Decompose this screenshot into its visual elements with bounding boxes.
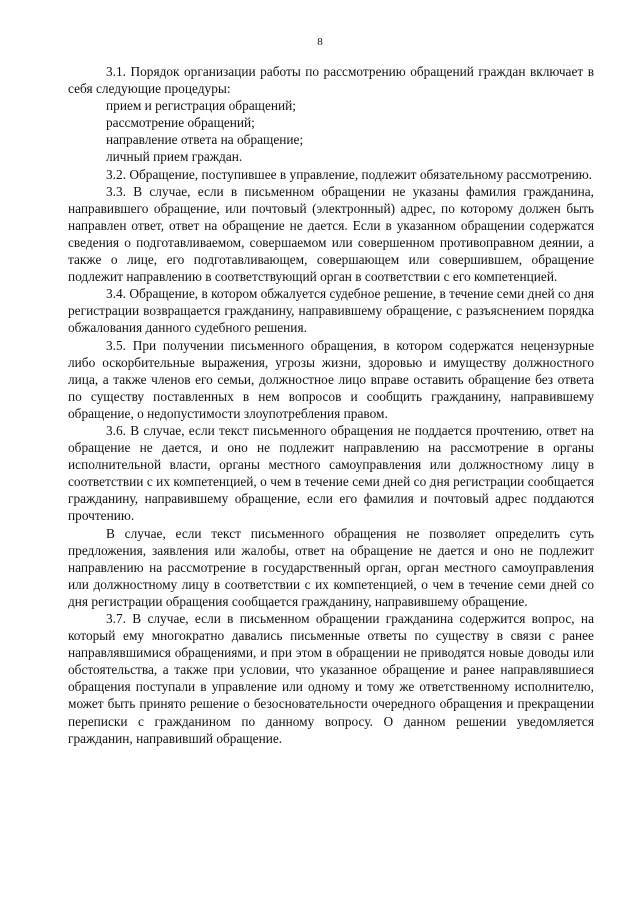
paragraph-3-4: 3.4. Обращение, в котором обжалуется судебное решение, в течение семи дней со дня регистрации возвращается гражданину, направившему обращение, с разъяснением порядка обжалования данного судебного решения. — [68, 286, 594, 336]
list-item: личный прием граждан. — [106, 149, 243, 165]
page-number: 8 — [317, 36, 323, 48]
paragraph-3-7: 3.7. В случае, если в письменном обращении гражданина содержится вопрос, на который ему многократно давались письменные ответы по существу в связи с ранее направлявшимися обращениями, и при этом в обращении не приводятся новые доводы или обстоятельства, а также при условии, что указанное обращение и ранее направлявшиеся обращения поступали в управление или одному и тому же ответственному исполнителю, может быть принято решение о безосновательности очередного обращения и прекращении переписки с гражданином по данному вопросу. О данном решении уведомляется гражданин, направивший обращение. — [68, 611, 594, 746]
paragraph-3-6: 3.6. В случае, если текст письменного обращения не поддается прочтению, ответ на обращение не дается, и оно не подлежит направлению на рассмотрение в органы исполнительной власти, органы местного самоуправления или должностному лицу в соответствии с их компетенцией, о чем в течение семи дней со дня регистрации сообщается гражданину, направившему обращение, если его фамилия и почтовый адрес поддаются прочтению. — [68, 422, 594, 524]
document-body — [68, 63, 594, 747]
list-item: прием и регистрация обращений; — [106, 98, 296, 114]
paragraph-3-1: 3.1. Порядок организации работы по рассмотрению обращений граждан включает в себя следующие процедуры: — [68, 64, 594, 97]
paragraph-3-2: 3.2. Обращение, поступившее в управление, подлежит обязательному рассмотрению. — [106, 166, 593, 182]
paragraph-3-3: 3.3. В случае, если в письменном обращении не указаны фамилия гражданина, направившего обращение, или почтовый (электронный) адрес, по которому должен быть направлен ответ, ответ на обращение не дается. Если в указанном обращении содержатся сведения о подготавливаемом, совершаемом или совершенном противоправном деянии, а также о лице, его подготавливающем, совершающем или совершившем, обращение подлежит направлению в соответствующий орган в соответствии с его компетенцией. — [68, 183, 594, 285]
paragraph-3-5: 3.5. При получении письменного обращения, в котором содержатся нецензурные либо оскорбительные выражения, угрозы жизни, здоровью и имуществу должностного лица, а также членов его семьи, должностное лицо вправе оставить обращение без ответа по существу поставленных в нем вопросов и сообщить гражданину, направившему обращение, о недопустимости злоупотребления правом. — [68, 337, 594, 421]
list-item: рассмотрение обращений; — [106, 115, 255, 131]
list-item: направление ответа на обращение; — [106, 132, 304, 148]
paragraph-3-6-continued: В случае, если текст письменного обращения не позволяет определить суть предложения, заявления или жалобы, ответ на обращение не дается и оно не подлежит направлению на рассмотрение в государственный орган, орган местного самоуправления или должностному лицу в соответствии с их компетенцией, о чем в течение семи дней со дня регистрации обращения сообщается гражданину, направившему обращение. — [68, 525, 594, 609]
